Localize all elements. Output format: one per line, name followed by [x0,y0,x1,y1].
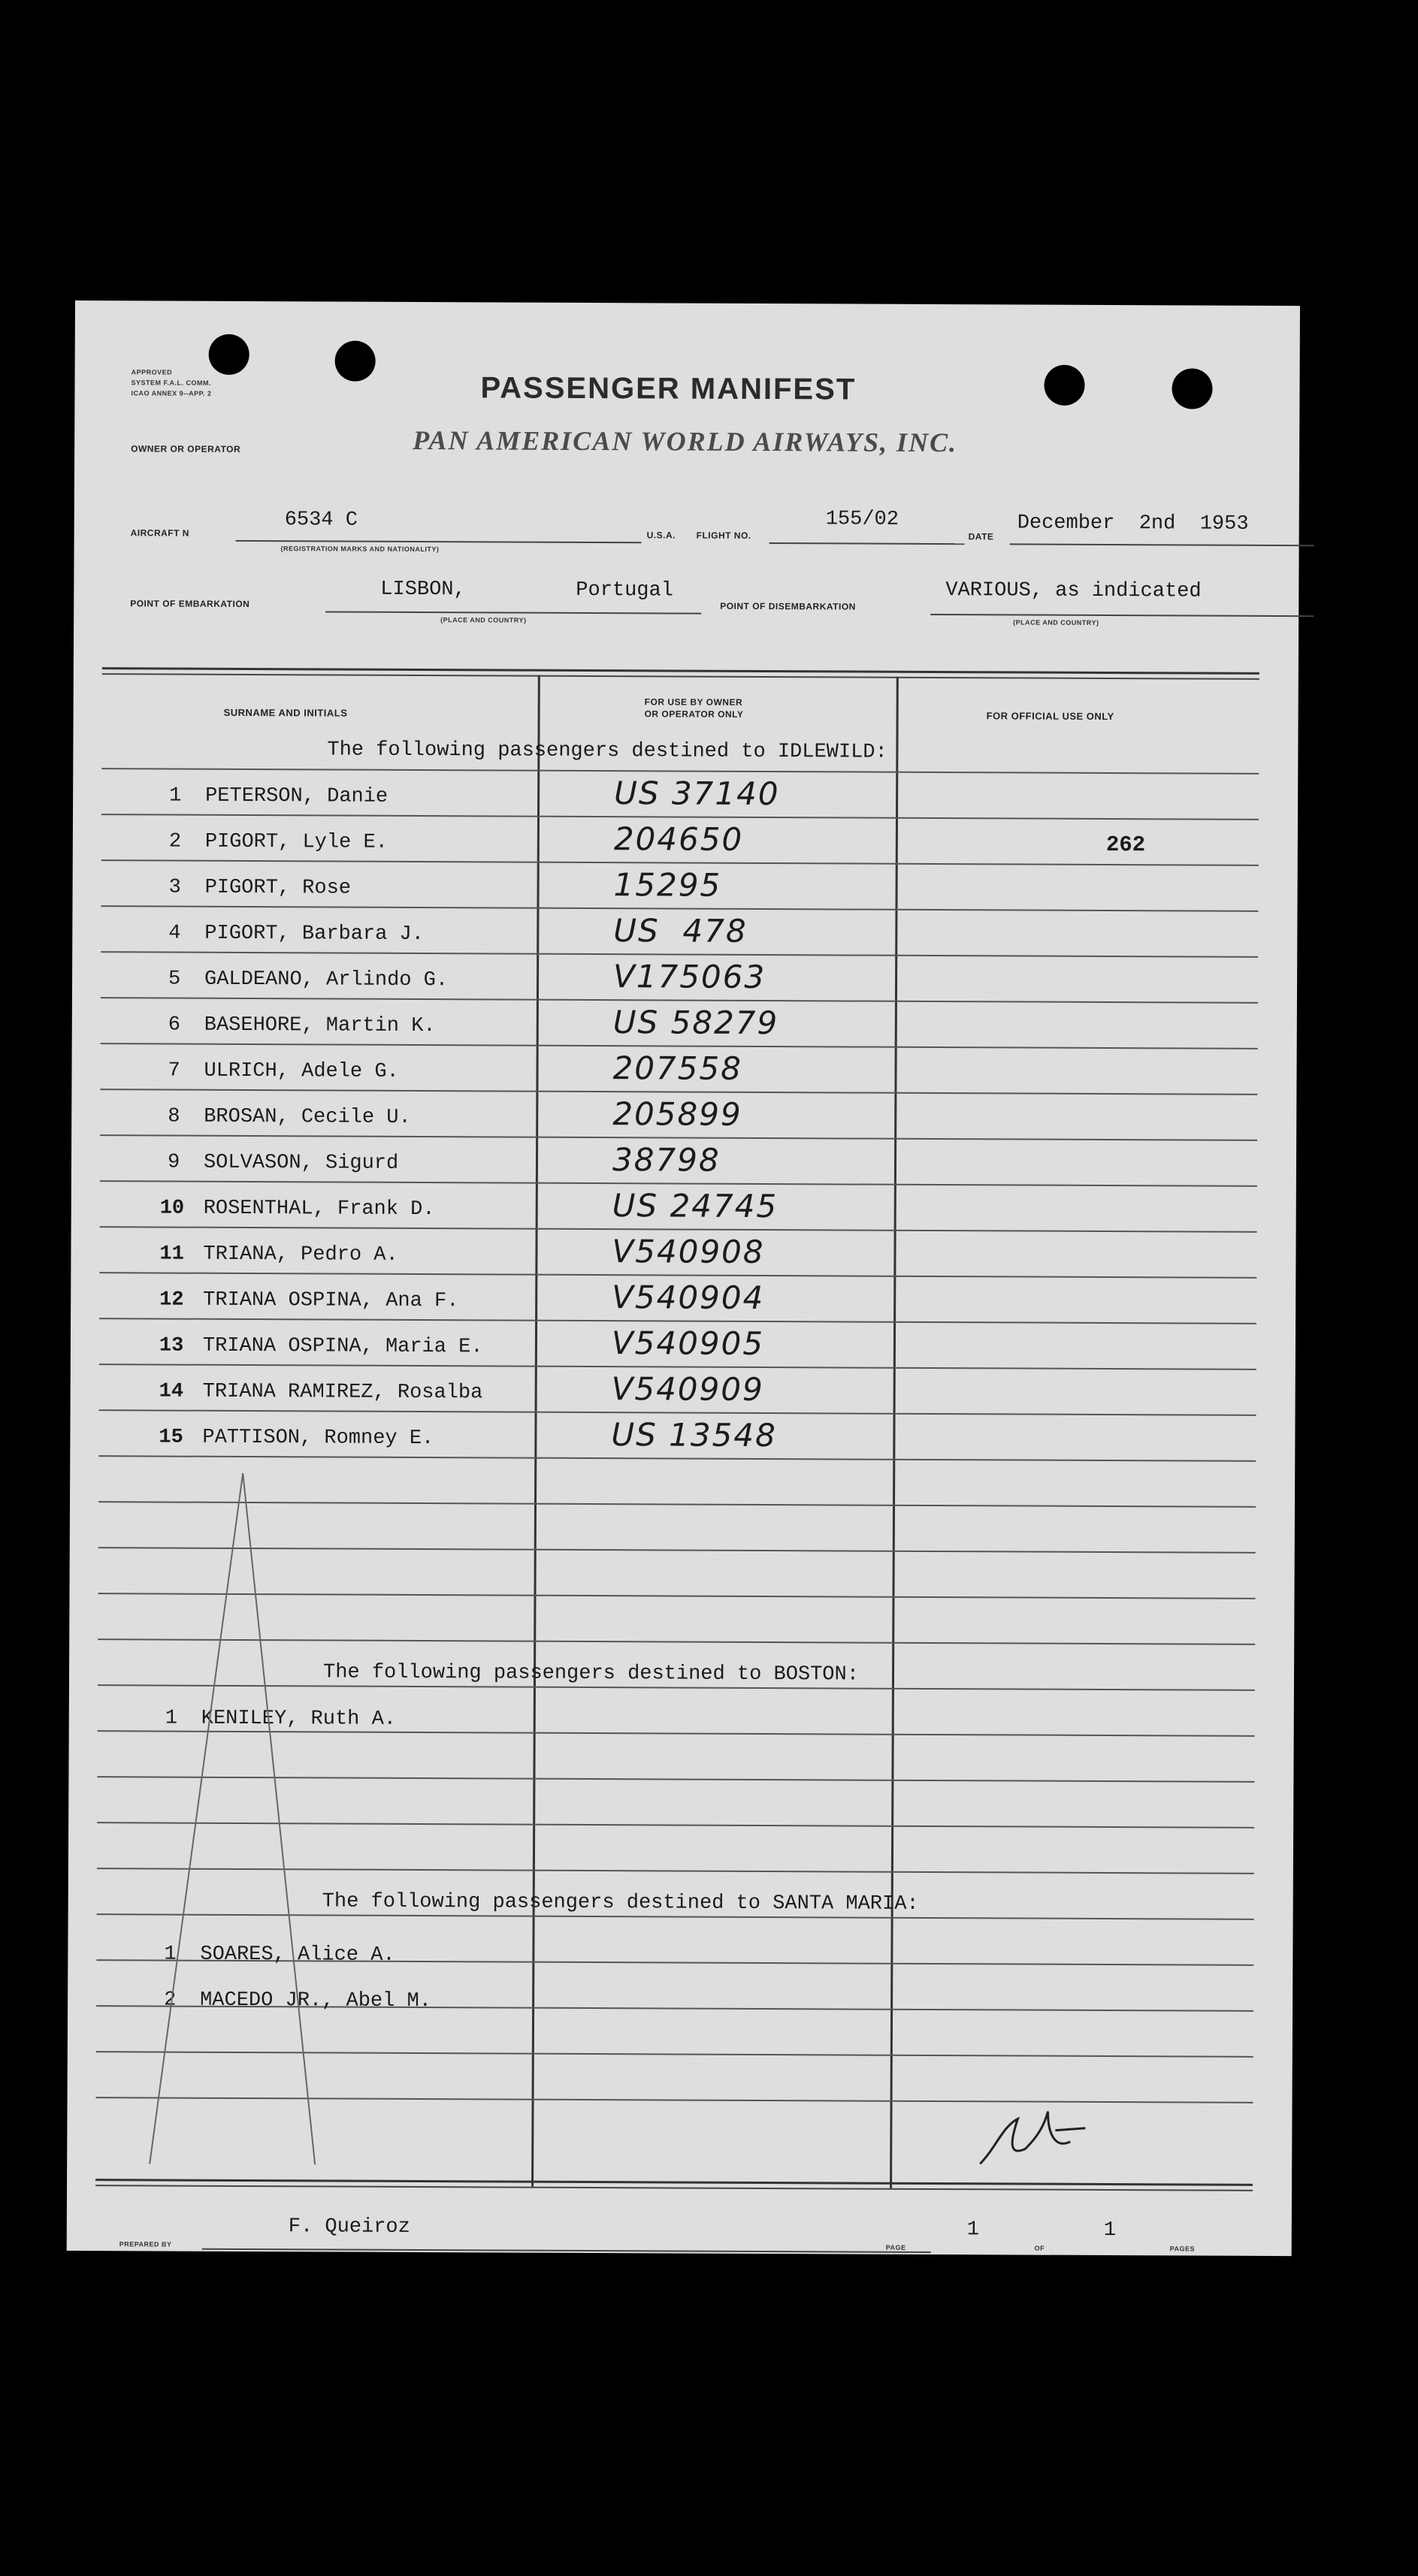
handwritten-passport-number: 207558 [612,1049,742,1087]
passenger-name: ROSENTHAL, Frank D. [203,1197,435,1222]
passenger-name: PIGORT, Lyle E. [204,830,388,854]
aircraft-label: AIRCRAFT N [130,527,190,539]
rule-line [99,1318,1256,1324]
passenger-name: KENILEY, Ruth A. [201,1707,397,1731]
row-number: 6 [168,1013,181,1037]
row-number: 11 [159,1243,184,1266]
passenger-name: SOARES, Alice A. [200,1943,395,1967]
of-label: OF [1034,2244,1045,2252]
disembarkation-value: VARIOUS, as indicated [945,579,1202,603]
pencil-check-lines [127,1465,416,2180]
passenger-name: TRIANA OSPINA, Maria E. [202,1334,483,1359]
passenger-name: ULRICH, Adele G. [204,1059,399,1083]
owner-label: OWNER OR OPERATOR [131,443,241,454]
disembarkation-label: POINT OF DISEMBARKATION [720,600,856,612]
rule-line [101,951,1258,958]
handwritten-passport-number: 204650 [613,820,744,858]
passenger-name: TRIANA, Pedro A. [203,1243,398,1267]
row-number: 3 [168,876,181,899]
rule-line [100,1180,1257,1187]
aircraft-value: 6534 C [284,509,358,532]
rule-line [99,1409,1256,1416]
row-number: 8 [168,1105,180,1128]
embarkation-label: POINT OF EMBARKATION [130,598,250,610]
handwritten-passport-number: 38798 [612,1141,721,1179]
punch-hole [335,341,376,382]
place-sublabel: (PLACE AND COUNTRY) [1013,618,1099,627]
column-official-header: FOR OFFICIAL USE ONLY [986,710,1114,723]
rule-line [100,1226,1257,1233]
rule-line [100,1089,1257,1095]
column-owner-header-line2: OR OPERATOR ONLY [644,708,744,720]
passenger-name: BASEHORE, Martin K. [204,1013,436,1038]
row-number: 7 [168,1059,180,1083]
row-number: 14 [159,1380,184,1403]
prepared-by-label: PREPARED BY [119,2240,172,2248]
usa-label: U.S.A. [646,530,676,541]
row-number: 1 [165,1707,178,1730]
initials-signature [972,2096,1093,2179]
prepared-by-value: F. Queiroz [288,2215,410,2239]
manifest-form [67,300,1300,2256]
row-number: 13 [159,1334,184,1357]
handwritten-passport-number: 15295 [613,866,722,904]
punch-hole [1172,368,1212,409]
airline-name: PAN AMERICAN WORLD AIRWAYS, INC. [413,424,958,458]
handwritten-passport-number: V540905 [611,1324,765,1363]
row-number: 10 [159,1197,185,1220]
handwritten-passport-number: US 58279 [612,1004,779,1042]
passenger-name: SOLVASON, Sigurd [203,1151,399,1175]
embarkation-place: LISBON, [380,578,466,602]
rule-line [101,997,1258,1004]
rule-line [99,1363,1256,1370]
rule-line [99,1272,1256,1279]
page-value: 1 [966,2218,980,2242]
rule-line [101,905,1258,912]
row-number: 12 [159,1288,184,1312]
column-name-header: SURNAME AND INITIALS [223,706,348,719]
flight-value: 155/02 [825,508,899,531]
row-number: 2 [164,1989,177,2012]
handwritten-passport-number: 205899 [612,1095,742,1133]
handwritten-passport-number: US 37140 [614,775,780,813]
handwritten-passport-number: V540909 [611,1370,764,1409]
passenger-name: TRIANA RAMIREZ, Rosalba [202,1380,483,1405]
column-owner-header-line1: FOR USE BY OWNER [644,696,743,708]
passenger-name: PIGORT, Barbara J. [204,922,425,947]
handwritten-passport-number: US 13548 [611,1416,777,1454]
rule-line [98,1455,1256,1462]
passenger-name: TRIANA OSPINA, Ana F. [203,1288,459,1313]
row-number: 9 [167,1151,180,1174]
row-number: 5 [168,968,181,991]
row-number: 1 [164,1943,177,1966]
row-number: 15 [159,1426,183,1449]
passenger-name: PETERSON, Danie [205,784,389,808]
handwritten-passport-number: V175063 [612,958,766,996]
punch-hole [209,334,249,375]
place-sublabel: (PLACE AND COUNTRY) [440,616,527,624]
section-heading-idlewild: The following passengers destined to IDLEWILD: [327,738,887,764]
date-label: DATE [968,531,994,542]
approval-line: SYSTEM F.A.L. COMM. [131,379,212,387]
handwritten-passport-number: V540904 [612,1279,765,1317]
of-value: 1 [1103,2218,1117,2242]
section-heading-boston: The following passengers destined to BOSTON: [322,1661,860,1687]
passenger-name: BROSAN, Cecile U. [204,1105,411,1129]
passenger-name: PATTISON, Romney E. [202,1426,434,1451]
approval-line: ICAO ANNEX 9--APP. 2 [131,389,212,397]
section-heading-santa-maria: The following passengers destined to SANTA MARIA: [322,1890,919,1916]
handwritten-passport-number: V540908 [612,1233,765,1271]
page-label: PAGE [885,2243,906,2251]
pages-label: PAGES [1169,2245,1196,2253]
row-number: 2 [168,830,182,853]
passenger-name: MACEDO JR., Abel M. [200,1989,432,2013]
date-value: December 2nd 1953 [1017,512,1249,536]
rule-line [101,1043,1258,1049]
passenger-name: GALDEANO, Arlindo G. [204,968,449,992]
rule-line [101,768,1259,775]
rule-line [101,859,1259,866]
aircraft-sublabel: (REGISTRATION MARKS AND NATIONALITY) [280,545,440,554]
rule-line [100,1134,1257,1141]
approval-line: APPROVED [131,368,173,376]
official-note: 262 [1105,832,1146,858]
row-number: 4 [168,922,181,945]
handwritten-passport-number: US 478 [613,912,748,950]
embarkation-country: Portugal [576,578,674,602]
punch-hole [1044,365,1084,406]
row-number: 1 [169,784,182,808]
flight-label: FLIGHT NO. [696,530,751,541]
handwritten-passport-number: US 24745 [612,1187,779,1225]
form-title: PASSENGER MANIFEST [480,371,857,406]
rule-line [101,814,1259,820]
passenger-name: PIGORT, Rose [204,876,352,900]
